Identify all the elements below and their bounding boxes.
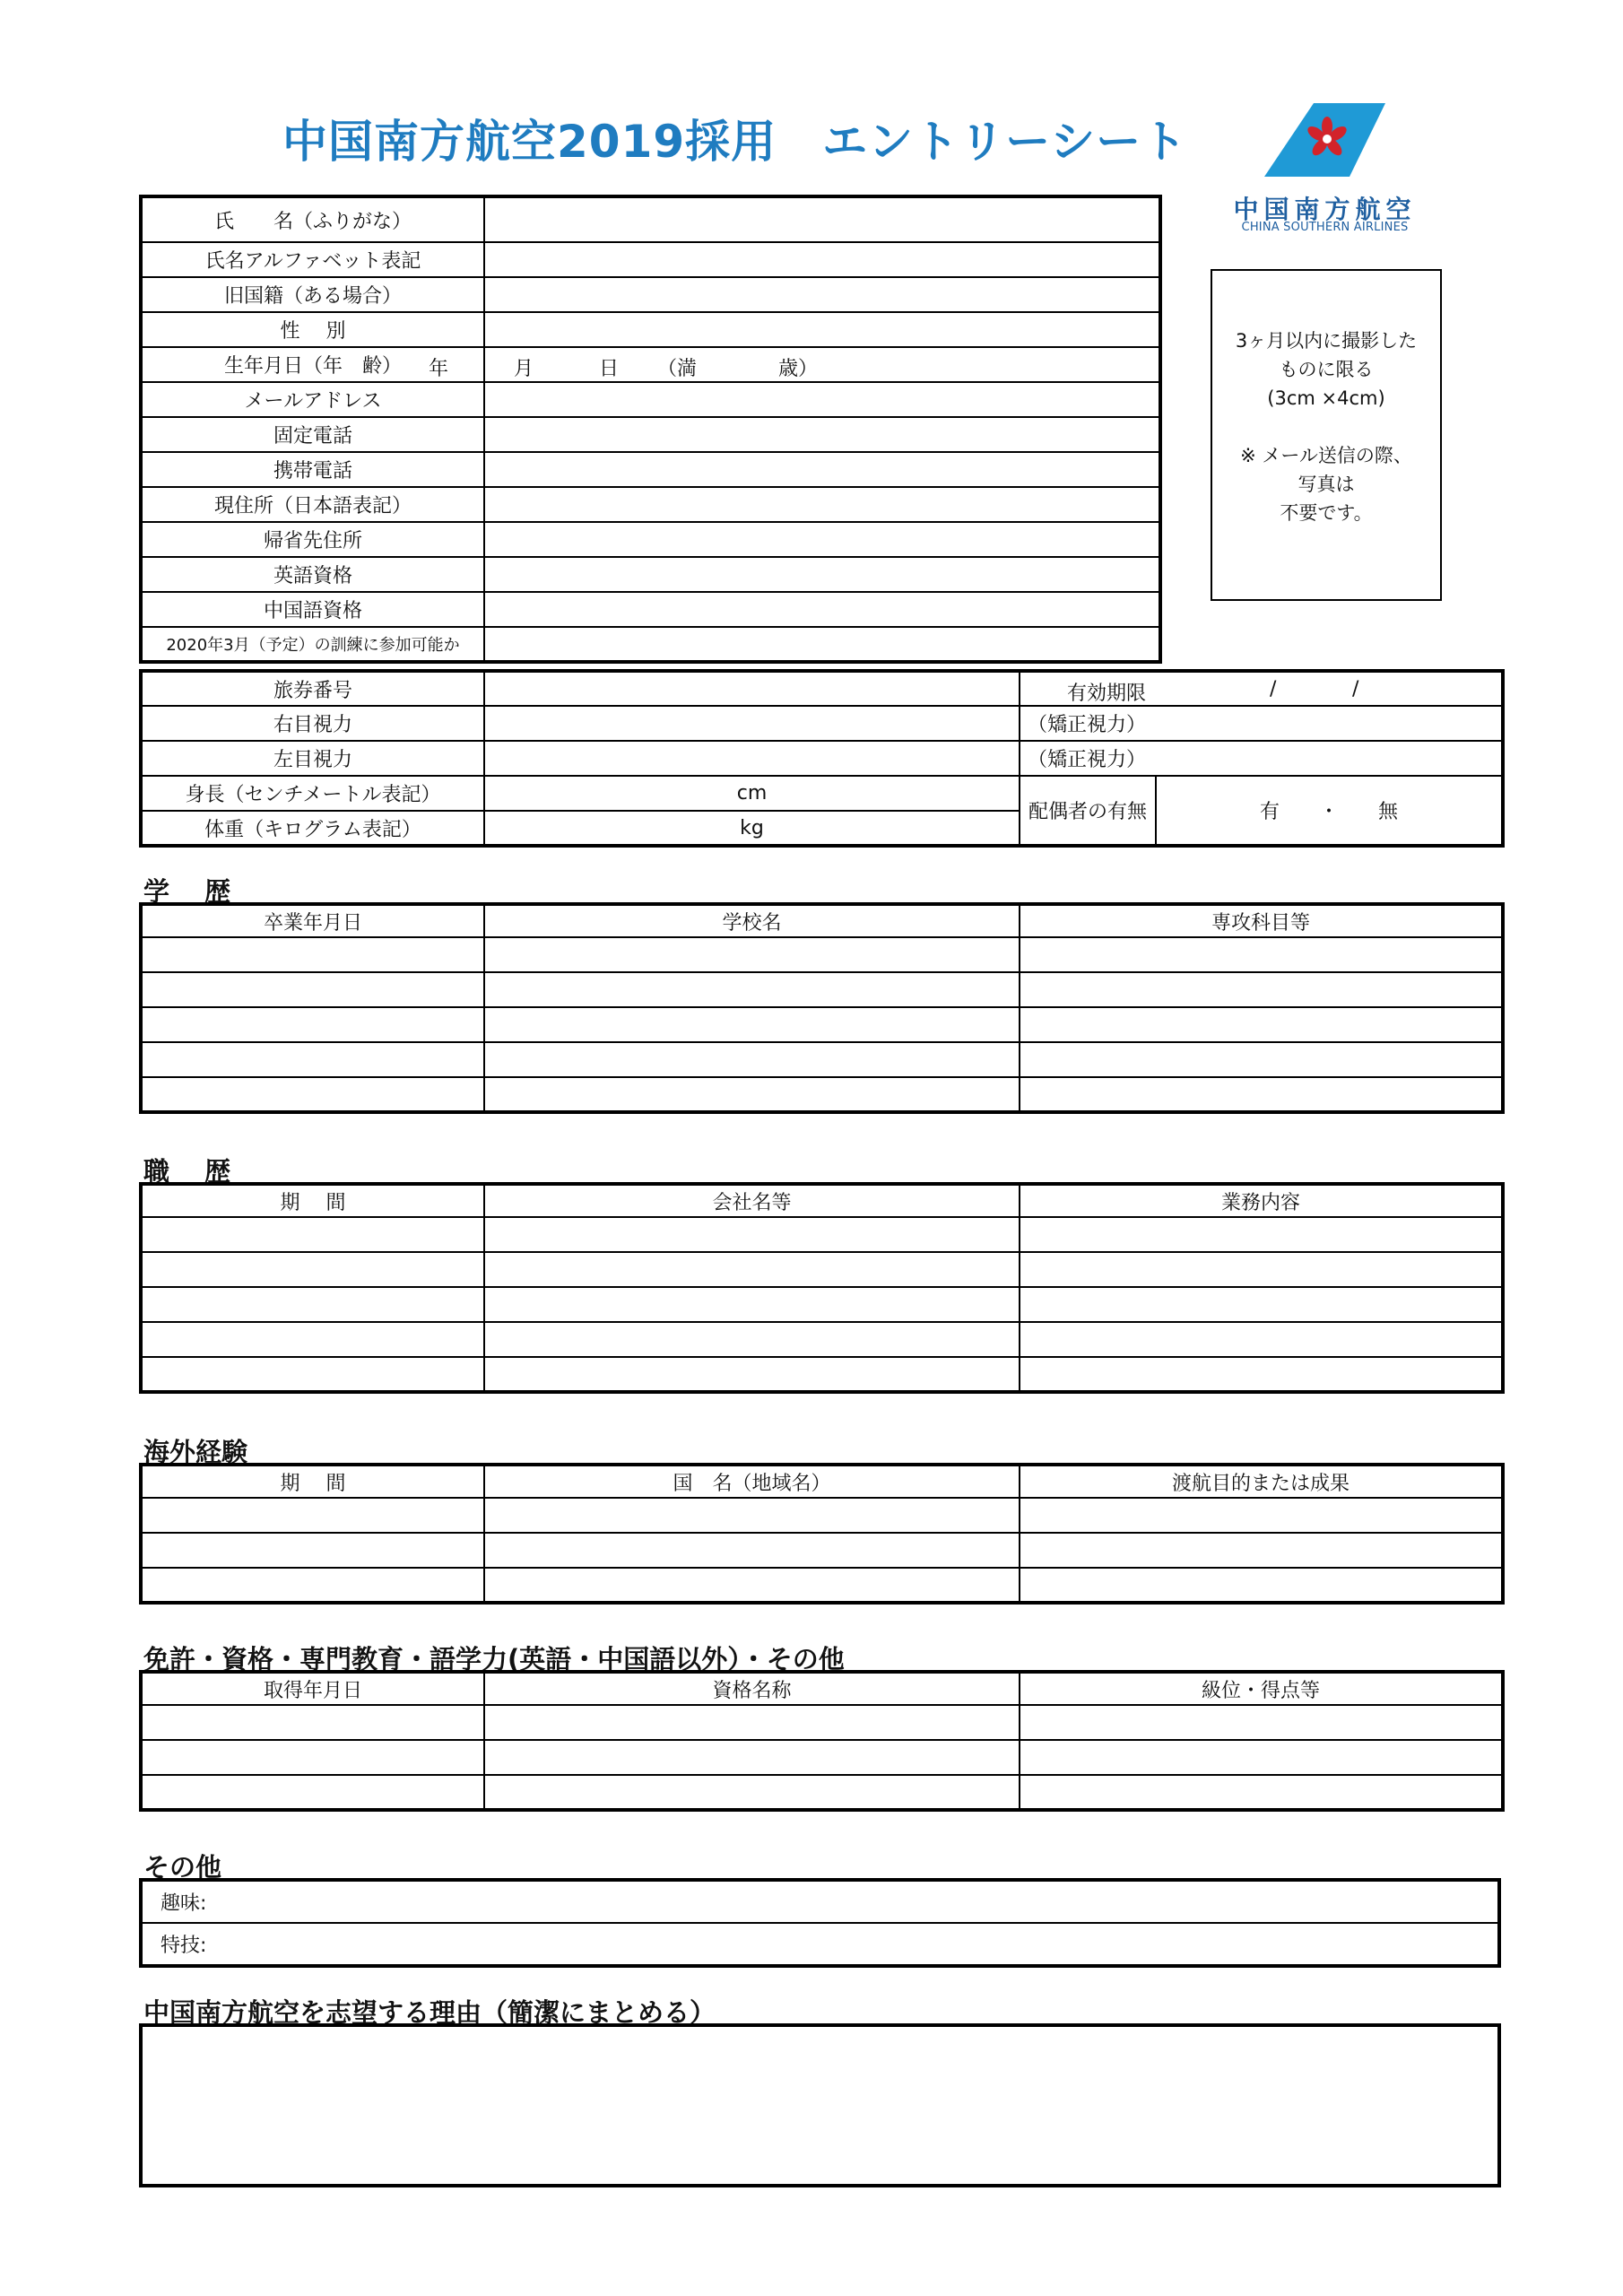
other-table xyxy=(139,1878,1501,1968)
field-input[interactable] xyxy=(484,522,1160,557)
personal-row xyxy=(141,196,1160,242)
field-input[interactable] xyxy=(484,557,1160,592)
field-label: 生年月日（年 齢） xyxy=(141,347,484,382)
overseas-title: 海外経験 xyxy=(143,1437,248,1467)
table-cell[interactable] xyxy=(1020,1217,1503,1252)
table-cell[interactable] xyxy=(141,1322,484,1357)
right-eye-label: 右目視力 xyxy=(141,706,484,741)
personal-row xyxy=(141,487,1160,522)
table-cell[interactable] xyxy=(1020,1042,1503,1077)
column-header: 卒業年月日 xyxy=(141,904,484,937)
field-input[interactable] xyxy=(484,196,1160,242)
field-label: 携帯電話 xyxy=(141,452,484,487)
table-row xyxy=(141,1498,1503,1533)
field-label: 氏名アルファベット表記 xyxy=(141,242,484,277)
expiry-separator: / xyxy=(1270,678,1277,700)
table-cell[interactable] xyxy=(141,1077,484,1112)
table-cell[interactable] xyxy=(484,1042,1020,1077)
table-cell[interactable] xyxy=(484,1498,1020,1533)
expiry-label: 有効期限 xyxy=(1067,683,1147,705)
photo-note-line: 3ヶ月以内に撮影した xyxy=(1235,330,1418,352)
table-cell[interactable] xyxy=(484,1322,1020,1357)
photo-note-line: 写真は xyxy=(1298,474,1355,495)
table-cell[interactable] xyxy=(484,1533,1020,1568)
table-row xyxy=(141,1042,1503,1077)
table-cell[interactable] xyxy=(484,1568,1020,1603)
photo-note-line xyxy=(1212,413,1440,441)
field-label: 英語資格 xyxy=(141,557,484,592)
field-label: 現住所（日本語表記） xyxy=(141,487,484,522)
table-cell[interactable] xyxy=(484,1287,1020,1322)
field-label: 2020年3月（予定）の訓練に参加可能か xyxy=(141,627,484,662)
table-cell[interactable] xyxy=(141,937,484,972)
photo-note-line: ものに限る xyxy=(1279,359,1374,380)
column-header: 学校名 xyxy=(484,904,1020,937)
field-label: 旧国籍（ある場合） xyxy=(141,277,484,312)
table-cell[interactable] xyxy=(484,1740,1020,1775)
table-cell[interactable] xyxy=(1020,1252,1503,1287)
field-input[interactable] xyxy=(484,312,1160,347)
logo-text-en: CHINA SOUTHERN AIRLINES xyxy=(1241,221,1409,234)
table-cell[interactable] xyxy=(141,1252,484,1287)
table-row xyxy=(141,1568,1503,1603)
personal-row xyxy=(141,382,1160,417)
field-label: 氏 名（ふりがな） xyxy=(141,196,484,242)
table-cell[interactable] xyxy=(484,1357,1020,1392)
table-cell[interactable] xyxy=(1020,972,1503,1007)
field-input[interactable] xyxy=(484,452,1160,487)
column-header: 期 間 xyxy=(141,1184,484,1217)
column-header: 取得年月日 xyxy=(141,1672,484,1705)
spouse-label: 配偶者の有無 xyxy=(1020,776,1156,846)
table-row xyxy=(141,1322,1503,1357)
corrected-label: （矯正視力） xyxy=(1028,714,1147,736)
personal-row xyxy=(141,627,1160,662)
personal-row xyxy=(141,312,1160,347)
weight-label: 体重（キログラム表記） xyxy=(141,811,484,846)
birth-part: 月 xyxy=(514,358,534,380)
table-row xyxy=(141,937,1503,972)
table-cell[interactable] xyxy=(141,1357,484,1392)
table-cell[interactable] xyxy=(141,1042,484,1077)
table-cell[interactable] xyxy=(1020,1705,1503,1740)
expiry-cell[interactable] xyxy=(1020,671,1503,706)
column-header: 会社名等 xyxy=(484,1184,1020,1217)
left-eye-label: 左目視力 xyxy=(141,741,484,776)
left-eye-corrected-cell[interactable] xyxy=(1020,741,1503,776)
hobby-label: 趣味: xyxy=(161,1892,207,1915)
skill-field[interactable] xyxy=(141,1923,1499,1966)
table-cell[interactable] xyxy=(1020,1287,1503,1322)
table-cell[interactable] xyxy=(1020,1533,1503,1568)
table-cell[interactable] xyxy=(484,1217,1020,1252)
education-title: 学 歴 xyxy=(143,876,231,907)
table-cell[interactable] xyxy=(141,1287,484,1322)
corrected-label: （矯正視力） xyxy=(1028,749,1147,771)
hobby-field[interactable] xyxy=(141,1880,1499,1923)
table-cell[interactable] xyxy=(484,1077,1020,1112)
column-header: 専攻科目等 xyxy=(1020,904,1503,937)
birth-part: 年 xyxy=(429,358,449,380)
photo-note-line: (3cm ×4cm) xyxy=(1267,387,1385,409)
field-input[interactable] xyxy=(484,627,1160,662)
personal-row xyxy=(141,277,1160,312)
birth-part: 歳） xyxy=(778,358,819,380)
table-header-row xyxy=(141,1465,1503,1498)
table-cell[interactable] xyxy=(141,1705,484,1740)
table-row xyxy=(141,1007,1503,1042)
table-cell[interactable] xyxy=(141,1775,484,1810)
weight-input[interactable] xyxy=(484,811,1020,846)
height-label: 身長（センチメートル表記） xyxy=(141,776,484,811)
table-cell[interactable] xyxy=(484,1705,1020,1740)
table-cell[interactable] xyxy=(484,1775,1020,1810)
spouse-value[interactable]: 有 ・ 無 xyxy=(1156,776,1503,846)
photo-note-line: 不要です。 xyxy=(1280,502,1373,524)
column-header: 渡航目的または成果 xyxy=(1020,1465,1503,1498)
table-row xyxy=(141,1775,1503,1810)
table-row xyxy=(141,1217,1503,1252)
table-cell[interactable] xyxy=(1020,937,1503,972)
table-row xyxy=(141,1533,1503,1568)
field-input[interactable] xyxy=(484,242,1160,277)
table-row xyxy=(141,1077,1503,1112)
table-cell[interactable] xyxy=(484,937,1020,972)
field-label: 帰省先住所 xyxy=(141,522,484,557)
table-row xyxy=(141,1740,1503,1775)
career-table xyxy=(139,1182,1505,1394)
licenses-title: 免許・資格・専門教育・語学力(英語・中国語以外）・その他 xyxy=(143,1644,845,1674)
table-cell[interactable] xyxy=(141,1740,484,1775)
passport-input[interactable] xyxy=(484,671,1020,706)
table-cell[interactable] xyxy=(1020,1007,1503,1042)
table-cell[interactable] xyxy=(141,1217,484,1252)
table-header-row xyxy=(141,1672,1503,1705)
field-label: メールアドレス xyxy=(141,382,484,417)
table-cell[interactable] xyxy=(141,1568,484,1603)
passport-label: 旅券番号 xyxy=(141,671,484,706)
table-row xyxy=(141,1287,1503,1322)
weight-unit: kg xyxy=(740,816,764,839)
skill-label: 特技: xyxy=(161,1935,207,1957)
right-eye-input[interactable] xyxy=(484,706,1020,741)
column-header: 級位・得点等 xyxy=(1020,1672,1503,1705)
table-cell[interactable] xyxy=(1020,1498,1503,1533)
expiry-separator: / xyxy=(1352,678,1359,700)
airline-logo-icon xyxy=(1264,103,1385,177)
table-cell[interactable] xyxy=(141,1007,484,1042)
education-table xyxy=(139,902,1505,1114)
column-header: 期 間 xyxy=(141,1465,484,1498)
field-input[interactable] xyxy=(484,592,1160,627)
table-row xyxy=(141,1357,1503,1392)
table-cell[interactable] xyxy=(484,1252,1020,1287)
height-unit: cm xyxy=(736,782,768,804)
table-header-row xyxy=(141,1184,1503,1217)
personal-row xyxy=(141,242,1160,277)
overseas-table xyxy=(139,1463,1505,1605)
column-header: 資格名称 xyxy=(484,1672,1020,1705)
table-cell[interactable] xyxy=(1020,1077,1503,1112)
table-header-row xyxy=(141,904,1503,937)
reason-textarea[interactable] xyxy=(139,2023,1501,2187)
table-cell[interactable] xyxy=(1020,1357,1503,1392)
licenses-table xyxy=(139,1670,1505,1812)
column-header: 国 名（地域名） xyxy=(484,1465,1020,1498)
personal-info-table xyxy=(139,195,1162,664)
table-cell[interactable] xyxy=(141,972,484,1007)
field-input[interactable] xyxy=(484,382,1160,417)
birth-part: 日 xyxy=(599,358,620,380)
field-label: 固定電話 xyxy=(141,417,484,452)
table-cell[interactable] xyxy=(1020,1322,1503,1357)
personal-row xyxy=(141,522,1160,557)
personal-row xyxy=(141,557,1160,592)
field-label: 中国語資格 xyxy=(141,592,484,627)
career-title: 職 歴 xyxy=(143,1156,231,1187)
logo-text-cn: 中国南方航空 xyxy=(1233,195,1417,224)
table-cell[interactable] xyxy=(141,1533,484,1568)
table-row xyxy=(141,972,1503,1007)
personal-row xyxy=(141,417,1160,452)
field-input[interactable] xyxy=(484,277,1160,312)
field-input[interactable] xyxy=(429,347,1160,382)
physical-info-table xyxy=(139,669,1505,848)
table-cell[interactable] xyxy=(484,972,1020,1007)
column-header: 業務内容 xyxy=(1020,1184,1503,1217)
field-label: 性 別 xyxy=(141,312,484,347)
personal-row xyxy=(141,592,1160,627)
table-cell[interactable] xyxy=(1020,1740,1503,1775)
photo-box[interactable] xyxy=(1211,269,1442,601)
table-cell[interactable] xyxy=(484,1007,1020,1042)
table-row xyxy=(141,1252,1503,1287)
personal-row xyxy=(141,347,1160,382)
table-row xyxy=(141,1705,1503,1740)
table-cell[interactable] xyxy=(1020,1568,1503,1603)
birth-part: （満 xyxy=(657,358,698,380)
height-input[interactable] xyxy=(484,776,1020,811)
right-eye-corrected-cell[interactable] xyxy=(1020,706,1503,741)
table-cell[interactable] xyxy=(141,1498,484,1533)
personal-row xyxy=(141,452,1160,487)
field-input[interactable] xyxy=(484,487,1160,522)
reason-title: 中国南方航空を志望する理由（簡潔にまとめる） xyxy=(143,1997,716,2028)
field-input[interactable] xyxy=(484,417,1160,452)
photo-note-line: ※ メール送信の際、 xyxy=(1240,445,1412,466)
other-title: その他 xyxy=(143,1852,222,1883)
left-eye-input[interactable] xyxy=(484,741,1020,776)
table-cell[interactable] xyxy=(1020,1775,1503,1810)
page-title: 中国南方航空2019採用 エントリーシート xyxy=(282,116,1188,168)
